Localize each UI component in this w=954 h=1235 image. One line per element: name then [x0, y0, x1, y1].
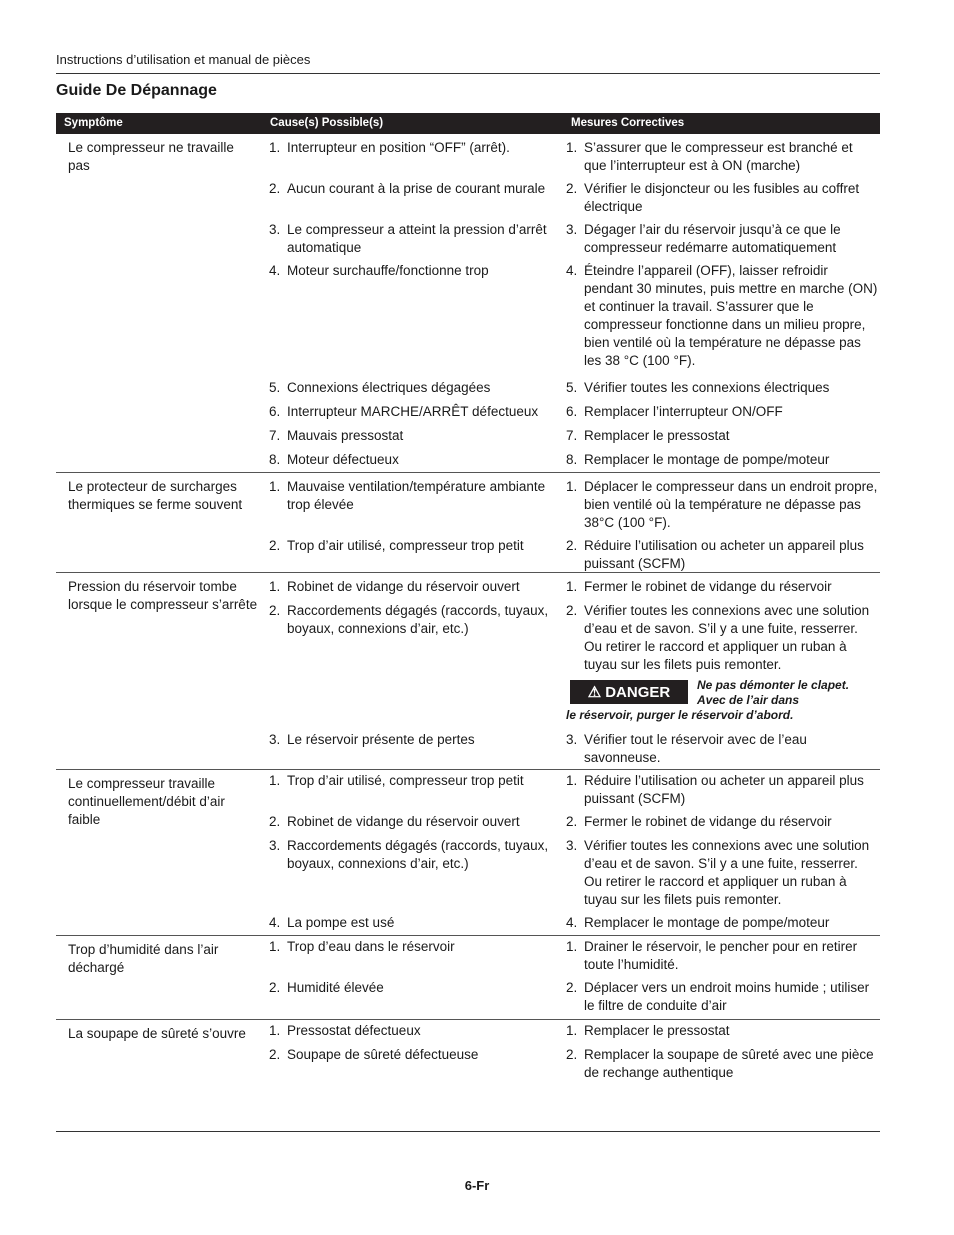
fix-cell: 7. Remplacer le pressostat: [566, 428, 730, 443]
fix-cell: 3. Dégager l’air du réservoir jusqu’à ce que le compresseur redémarre automatiquement: [566, 222, 841, 255]
page-title: Guide De Dépannage: [56, 82, 217, 99]
troubleshoot-group: [56, 473, 880, 573]
symptom-text: Le protecteur de surcharges thermiques se ferme souvent: [68, 479, 243, 512]
symptom-text: Pression du réservoir tombe lorsque le compresseur s’arrête: [68, 579, 258, 612]
troubleshoot-group: [56, 573, 880, 770]
cause-cell: 1. Trop d’eau dans le réservoir: [269, 939, 455, 954]
fix-cell: 8. Remplacer le montage de pompe/moteur: [566, 452, 830, 467]
danger-text: le réservoir, purger le réservoir d’abord.: [566, 708, 794, 722]
column-header-causes: Cause(s) Possible(s): [270, 117, 384, 129]
fix-cell: 1. Remplacer le pressostat: [566, 1023, 730, 1038]
fix-cell: 2. Vérifier le disjoncteur ou les fusibles au coffret électrique: [566, 181, 860, 214]
fix-cell: 1. S’assurer que le compresseur est branché et que l’interrupteur est à ON (marche): [566, 140, 853, 173]
fix-cell: 2. Déplacer vers un endroit moins humide ; utiliser le filtre de conduite d’air: [566, 980, 870, 1013]
cause-cell: 1. Interrupteur en position “OFF” (arrêt).: [269, 140, 510, 155]
fix-cell: 3. Vérifier toutes les connexions avec une solution d’eau et de savon. S’il y a une fuite, resserrer. Ou retirer le raccord et appliquer un ruban à tuyau sur les filets puis remonter.: [566, 838, 870, 907]
page-number: 6-Fr: [464, 1178, 490, 1193]
cause-cell: 1. Robinet de vidange du réservoir ouvert: [269, 579, 520, 594]
cause-cell: 2. Aucun courant à la prise de courant murale: [269, 181, 546, 196]
warning-triangle-icon: ⚠: [587, 683, 602, 701]
fix-cell: 6. Remplacer l’interrupteur ON/OFF: [566, 404, 783, 419]
document-header: Instructions d’utilisation et manual de pièces: [56, 52, 311, 67]
cause-cell: 2. Robinet de vidange du réservoir ouvert: [269, 814, 520, 829]
fix-cell: 2. Réduire l’utilisation ou acheter un appareil plus puissant (SCFM): [566, 538, 864, 571]
footer-divider: [56, 1131, 880, 1132]
danger-text: Ne pas démonter le clapet. Avec de l’air dans: [697, 678, 850, 707]
cause-cell: 7. Mauvais pressostat: [269, 428, 404, 443]
fix-cell: 1. Réduire l’utilisation ou acheter un appareil plus puissant (SCFM): [566, 773, 864, 806]
cause-cell: 1. Mauvaise ventilation/température ambiante trop élevée: [269, 479, 546, 512]
fix-cell: 1. Déplacer le compresseur dans un endroit propre, bien ventilé où la température ne dépasse pas 38°C (100 °F).: [566, 479, 878, 530]
troubleshoot-group: [56, 1020, 880, 1090]
cause-cell: 1. Trop d’air utilisé, compresseur trop petit: [269, 773, 524, 788]
fix-cell: 4. Éteindre l’appareil (OFF), laisser refroidir pendant 30 minutes, puis mettre en marche (ON) et continuer la travail. S’assurer que le compresseur fonctionne dans un milieu propre, bien ventilé où la température ne dépasse pas les 38 °C (100 °F).: [566, 263, 878, 368]
header-divider: [56, 73, 880, 74]
fix-cell: 4. Remplacer le montage de pompe/moteur: [566, 915, 830, 930]
cause-cell: 2. Humidité élevée: [269, 980, 384, 995]
column-header-symptom: Symptôme: [64, 117, 123, 129]
cause-cell: 1. Pressostat défectueux: [269, 1023, 421, 1038]
fix-cell: 5. Vérifier toutes les connexions électriques: [566, 380, 830, 395]
danger-label: DANGER: [605, 683, 671, 701]
fix-cell: 3. Vérifier tout le réservoir avec de l’eau savonneuse.: [566, 732, 807, 765]
fix-cell: 1. Drainer le réservoir, le pencher pour en retirer toute l’humidité.: [566, 939, 858, 972]
cause-cell: 3. Le réservoir présente de pertes: [269, 732, 475, 747]
cause-cell: 5. Connexions électriques dégagées: [269, 380, 491, 395]
table-header: [56, 113, 880, 134]
symptom-text: La soupape de sûreté s’ouvre: [68, 1026, 246, 1041]
danger-badge: [570, 680, 688, 704]
column-header-fixes: Mesures Correctives: [571, 117, 685, 129]
fix-cell: 2. Fermer le robinet de vidange du réservoir: [566, 814, 832, 829]
symptom-text: Trop d’humidité dans l’air déchargé: [68, 942, 219, 975]
fix-cell: 2. Remplacer la soupape de sûreté avec une pièce de rechange authentique: [566, 1047, 874, 1080]
cause-cell: 4. Moteur surchauffe/fonctionne trop: [269, 263, 489, 278]
fix-cell: 1. Fermer le robinet de vidange du réservoir: [566, 579, 832, 594]
symptom-text: Le compresseur ne travaille pas: [68, 140, 234, 173]
cause-cell: 6. Interrupteur MARCHE/ARRÊT défectueux: [269, 404, 539, 419]
cause-cell: 2. Soupape de sûreté défectueuse: [269, 1047, 479, 1062]
cause-cell: 3. Le compresseur a atteint la pression d’arrêt automatique: [269, 222, 547, 255]
troubleshoot-group: [56, 770, 880, 936]
fix-cell: 2. Vérifier toutes les connexions avec une solution d’eau et de savon. S’il y a une fuite, resserrer. Ou retirer le raccord et appliquer un ruban à tuyau sur les filets puis remonter.: [566, 603, 870, 672]
cause-cell: 3. Raccordements dégagés (raccords, tuyaux, boyaux, connexions d’air, etc.): [269, 838, 549, 871]
symptom-text: Le compresseur travaille continuellement/débit d’air faible: [68, 776, 225, 827]
cause-cell: 4. La pompe est usé: [269, 915, 395, 930]
troubleshoot-group: [56, 134, 880, 473]
cause-cell: 2. Trop d’air utilisé, compresseur trop petit: [269, 538, 524, 553]
cause-cell: 2. Raccordements dégagés (raccords, tuyaux, boyaux, connexions d’air, etc.): [269, 603, 549, 636]
troubleshoot-group: [56, 936, 880, 1020]
cause-cell: 8. Moteur défectueux: [269, 452, 399, 467]
